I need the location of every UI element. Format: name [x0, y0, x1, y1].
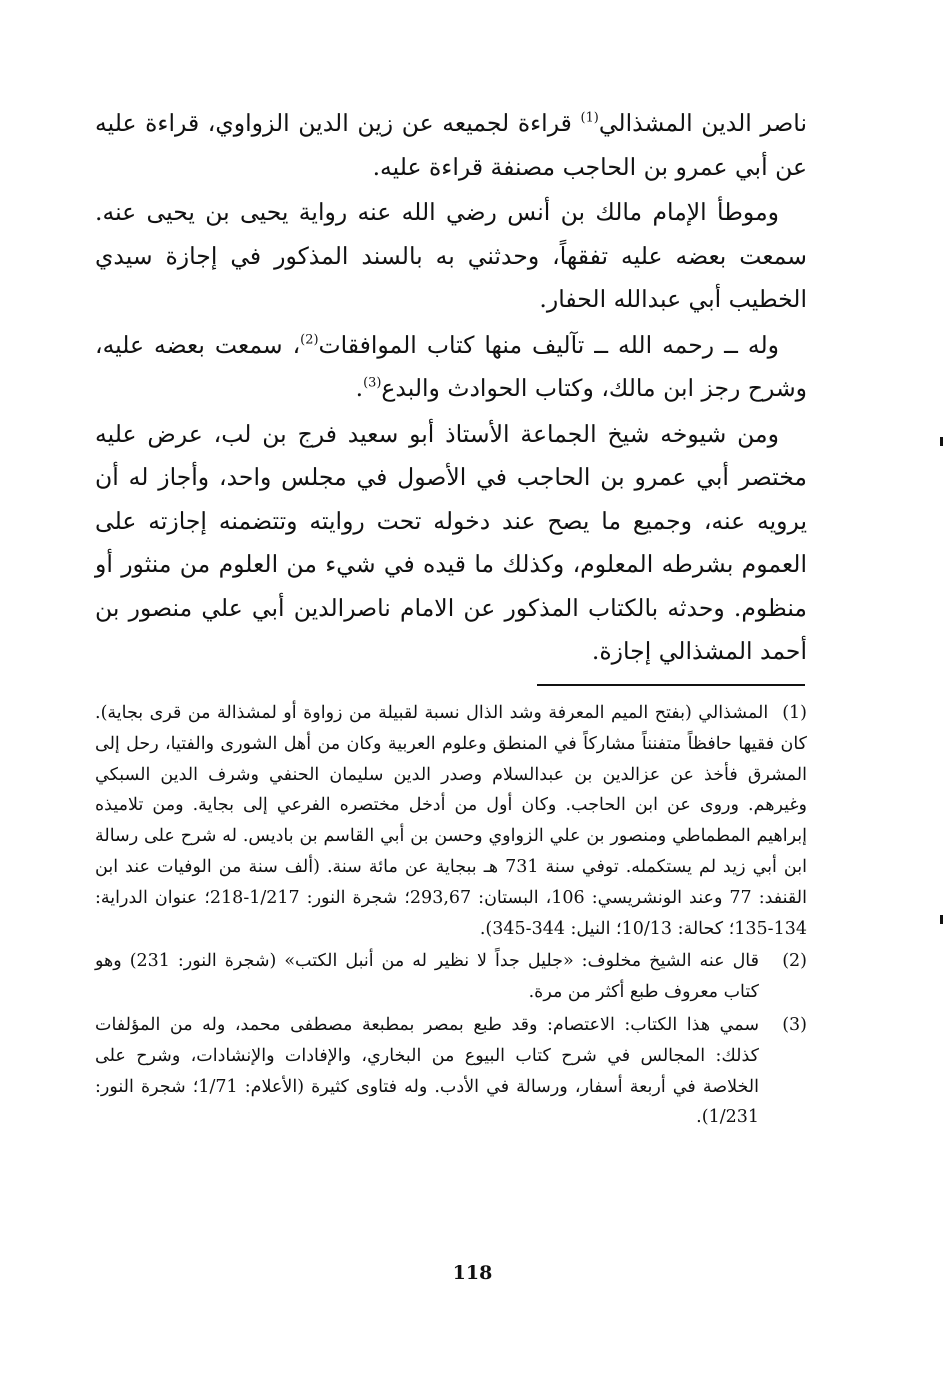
scan-edge-mark-top	[940, 437, 943, 446]
footnote-2-text: قال عنه الشيخ مخلوف: «جليل جداً لا نظير له من أنبل الكتب» (شجرة النور: 231) وهو كتاب معروف طبع أكثر من مرة.	[95, 951, 759, 1003]
footnote-2	[95, 946, 807, 1008]
page-number: 118	[452, 1262, 493, 1284]
footnote-ref-2[interactable]: (2)	[300, 331, 319, 347]
footnote-ref-1[interactable]: (1)	[580, 110, 599, 126]
paragraph-3-part-a: وله ــ رحمه الله ــ تآليف منها كتاب الموافقات	[318, 330, 779, 359]
scan-edge-mark-bottom	[940, 915, 943, 924]
footnote-3	[95, 1010, 807, 1133]
paragraph-4: ومن شيوخه شيخ الجماعة الأستاذ أبو سعيد فرج بن لب، عرض عليه مختصر أبي عمرو بن الحاجب في الأصول في مجلس واحد، وأجاز له أن يرويه عنه، وجميع ما يصح عند دخوله تحت روايته وتتضمنه إجازته على العموم بشرطه المعلوم، وكذلك ما قيده في شيء من العلوم من منثور أو منظوم. وحدثه بالكتاب المذكور عن الامام ناصرالدين أبي علي منصور بن أحمد المشذالي إجازة.	[95, 419, 807, 665]
paragraph-2: وموطأ الإمام مالك بن أنس رضي الله عنه رواية يحيى بن يحيى عنه. سمعت بعضه عليه تفقهاً، وحدثني به بالسند المذكور في إجازة سيدي الخطيب أبي عبدالله الحفار.	[95, 198, 807, 313]
paragraph-3-part-c: .	[355, 374, 364, 402]
paragraph-3	[95, 324, 807, 411]
footnote-1-text: المشذالي (بفتح الميم المعرفة وشد الذال نسبة لقبيلة من زواوة أو لمشذالة من قرى بجاية). كان فقيها حافظاً متفنناً مشاركاً في المنطق وعلوم العربية وكان من أهل الشورى والفتيا، رحل إلى المشرق فأخذ عن عزالدين بن عبدالسلام وصدر الدين سليمان الحنفي وشرف الدين السبكي وغيرهم. وروى عن ابن الحاجب. وكان أول من أدخل مختصره الفرعي إلى بجاية. ومن تلاميذه إبراهيم المطماطي ومنصور بن علي الزواوي وحسن بن أبي القاسم بن باديس. له شرح على رسالة ابن أبي زيد لم يستكمله. توفي سنة 731 هـ ببجاية عن مائة سنة. (ألف سنة من الوفيات عند ابن القنفد: 77 وعند الونشريسي: 106، البستان: 293,67؛ شجرة النور: 1/217-218؛ عنوان الدراية: 134-135؛ كحالة: 10/13؛ النيل: 344-345).	[95, 703, 807, 939]
footnote-3-number: (3)	[782, 1014, 807, 1035]
footnote-separator	[537, 684, 805, 686]
footnote-ref-3[interactable]: (3)	[363, 375, 382, 391]
footnote-1	[95, 698, 807, 944]
paragraph-3-part-b: ، سمعت بعضه عليه، وشرح رجز ابن مالك، وكتاب الحوادث والبدع	[95, 330, 807, 402]
paragraph-1	[95, 102, 807, 189]
footnote-2-number: (2)	[782, 951, 807, 972]
footnote-3-text: سمي هذا الكتاب: الاعتصام: وقد طبع بمصر بمطبعة مصطفى محمد، وله من المؤلفات كذلك: المجالس في شرح كتاب البيوع من البخاري، والإفادات والإنشادات، وشرح على الخلاصة في أربعة أسفار، ورسالة في الأدب. وله فتاوى كثيرة (الأعلام: 1/71؛ شجرة النور: 1/231).	[95, 1014, 759, 1128]
main-text	[95, 102, 807, 676]
paragraph-1-rest: قراءة لجميعه عن زين الدين الزواوي، قراءة عليه عن أبي عمرو بن الحاجب مصنفة قراءة عليه.	[95, 109, 807, 181]
footnote-1-number: (1)	[782, 703, 807, 723]
paragraph-1-start: ناصر الدين المشذالي	[598, 109, 807, 137]
footnotes	[95, 698, 807, 1135]
